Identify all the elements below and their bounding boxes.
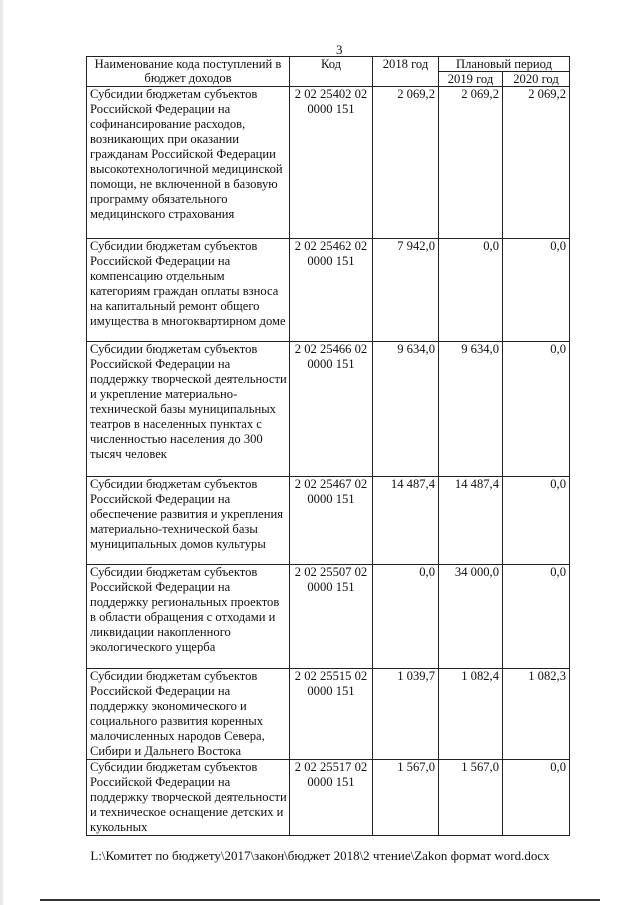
table-row	[87, 669, 570, 760]
page-number: 3	[336, 42, 343, 57]
row-name: Субсидии бюджетам субъектов Российской Федерации на софинансирование расходов, возникающих при оказании гражданам Российской Федерации высокотехнологичной медицинской помощи, не включенной в базовую программу обязательного медицинского страхования	[87, 87, 290, 239]
table-row	[87, 760, 570, 836]
row-code: 2 02 25467 02 0000 151	[290, 477, 373, 565]
row-name: Субсидии бюджетам субъектов Российской Федерации на поддержку экономического и социального развития коренных малочисленных народов Севера, Сибири и Дальнего Востока	[87, 669, 290, 760]
row-code: 2 02 25462 02 0000 151	[290, 239, 373, 342]
row-value-2019: 1 082,4	[439, 669, 503, 760]
header-2018: 2018 год	[373, 57, 439, 87]
row-value-2019: 34 000,0	[439, 565, 503, 669]
table-row	[87, 477, 570, 565]
header-row	[87, 57, 570, 72]
header-2019: 2019 год	[439, 72, 503, 87]
row-value-2020: 0,0	[503, 760, 570, 836]
table-row	[87, 565, 570, 669]
header-code: Код	[290, 57, 373, 87]
row-code: 2 02 25402 02 0000 151	[290, 87, 373, 239]
row-code: 2 02 25515 02 0000 151	[290, 669, 373, 760]
row-value-2020: 0,0	[503, 342, 570, 477]
table-row	[87, 239, 570, 342]
budget-revenue-table	[86, 56, 570, 836]
row-value-2018: 7 942,0	[373, 239, 439, 342]
row-value-2020: 1 082,3	[503, 669, 570, 760]
row-value-2018: 14 487,4	[373, 477, 439, 565]
row-value-2019: 14 487,4	[439, 477, 503, 565]
row-name: Субсидии бюджетам субъектов Российской Федерации на обеспечение развития и укрепления материально-технической базы муниципальных домов культуры	[87, 477, 290, 565]
header-2020: 2020 год	[503, 72, 570, 87]
row-value-2018: 1 567,0	[373, 760, 439, 836]
footer-file-path: L:\Комитет по бюджету\2017\закон\бюджет 2018\2 чтение\Zakon формат word.docx	[90, 848, 550, 863]
row-value-2019: 0,0	[439, 239, 503, 342]
row-value-2018: 9 634,0	[373, 342, 439, 477]
table-row	[87, 342, 570, 477]
row-name: Субсидии бюджетам субъектов Российской Федерации на поддержку региональных проектов в области обращения с отходами и ликвидации накопленного экологического ущерба	[87, 565, 290, 669]
table-row	[87, 87, 570, 239]
scan-bottom-edge	[40, 899, 600, 901]
row-value-2018: 1 039,7	[373, 669, 439, 760]
row-name: Субсидии бюджетам субъектов Российской Федерации на поддержку творческой деятельности и укрепление материально-технической базы муниципальных театров в населенных пунктах с численностью населения до 300 тысяч человек	[87, 342, 290, 477]
row-value-2020: 2 069,2	[503, 87, 570, 239]
header-plan-period: Плановый период	[439, 57, 570, 72]
row-name: Субсидии бюджетам субъектов Российской Федерации на поддержку творческой деятельности и техническое оснащение детских и кукольных	[87, 760, 290, 836]
row-value-2019: 2 069,2	[439, 87, 503, 239]
row-code: 2 02 25507 02 0000 151	[290, 565, 373, 669]
scan-edge	[0, 0, 3, 905]
row-value-2018: 0,0	[373, 565, 439, 669]
row-value-2020: 0,0	[503, 477, 570, 565]
row-value-2020: 0,0	[503, 565, 570, 669]
row-code: 2 02 25466 02 0000 151	[290, 342, 373, 477]
row-value-2018: 2 069,2	[373, 87, 439, 239]
row-code: 2 02 25517 02 0000 151	[290, 760, 373, 836]
row-name: Субсидии бюджетам субъектов Российской Федерации на компенсацию отдельным категориям граждан оплаты взноса на капитальный ремонт общего имущества в многоквартирном доме	[87, 239, 290, 342]
row-value-2020: 0,0	[503, 239, 570, 342]
row-value-2019: 1 567,0	[439, 760, 503, 836]
row-value-2019: 9 634,0	[439, 342, 503, 477]
header-name: Наименование кода поступлений в бюджет доходов	[87, 57, 290, 87]
